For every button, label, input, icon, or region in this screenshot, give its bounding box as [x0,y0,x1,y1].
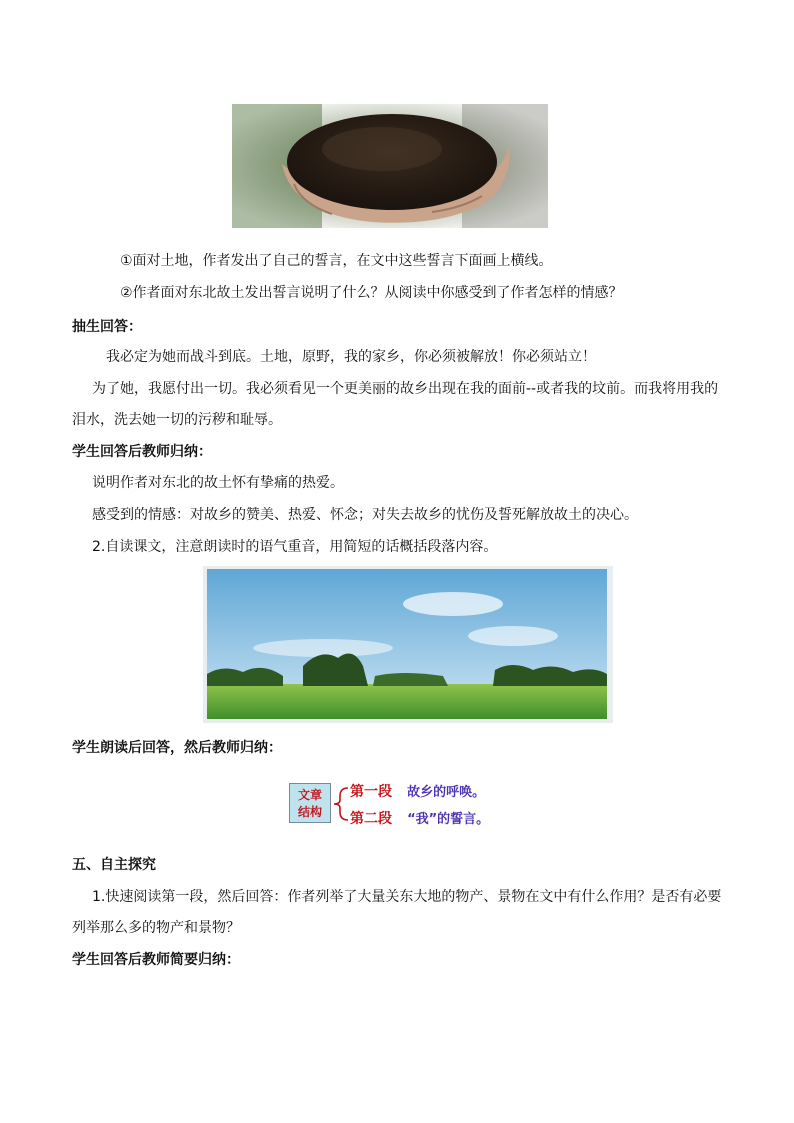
summary-line-2: 感受到的情感：对故乡的赞美、热爱、怀念；对失去故乡的忧伤及誓死解放故土的决心。 [92,507,638,523]
task-2: 2.自读课文，注意朗读时的语气重音，用简短的话概括段落内容。 [92,539,498,555]
structure-box-line1: 文章 [297,788,322,802]
branch-1-text: 故乡的呼唤。 [407,785,486,800]
structure-box [289,783,331,823]
soil-in-hands-image [232,104,548,228]
branch-1-label: 第一段 [350,784,392,800]
answer-line-2-cont: 泪水，洗去她一切的污秽和耻辱。 [72,412,282,428]
landscape-image [203,566,613,723]
summary-line-1: 说明作者对东北的故土怀有挚痛的热爱。 [92,475,344,491]
task-1-line-2: 列举那么多的物产和景物？ [72,920,240,936]
heading-teacher-summary: 学生回答后教师归纳： [72,444,212,460]
structure-bracket [332,782,350,826]
heading-reading-summary: 学生朗读后回答，然后教师归纳： [72,740,282,756]
structure-branch-2 [350,808,489,828]
heading-student-answer: 抽生回答： [72,319,142,335]
structure-box-line2: 结构 [297,805,322,819]
branch-2-text: “我”的誓言。 [407,812,490,827]
answer-line-2: 为了她，我愿付出一切。我必须看见一个更美丽的故乡出现在我的面前--或者我的坟前。而我将用我的 [92,381,719,397]
question-2: ②作者面对东北故土发出誓言说明了什么？从阅读中你感受到了作者怎样的情感？ [120,285,623,301]
question-1: ①面对土地，作者发出了自己的誓言，在文中这些誓言下面画上横线。 [120,253,553,269]
answer-line-1: 我必定为她而战斗到底。土地，原野，我的家乡，你必须被解放！你必须站立！ [106,349,596,365]
section-5-heading: 五、自主探究 [72,857,156,873]
structure-branch-1 [350,781,485,801]
heading-teacher-brief-summary: 学生回答后教师简要归纳： [72,952,240,968]
branch-2-label: 第二段 [350,811,392,827]
task-1-line-1: 1.快速阅读第一段，然后回答：作者列举了大量关东大地的物产、景物在文中有什么作用？是否有必要 [92,889,722,905]
